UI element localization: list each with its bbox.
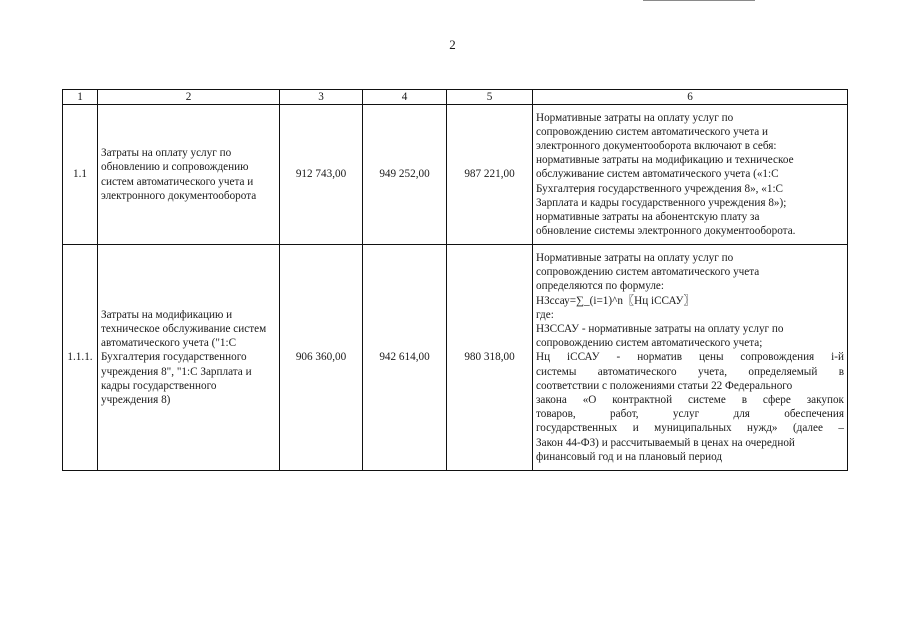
description-line: обслуживание систем автоматического учета («1:С xyxy=(536,168,779,181)
description-line: нормативные затраты на абонентскую плату за xyxy=(536,211,760,223)
description-line: Бухгалтерия государственного учреждения 8», «1:С xyxy=(536,182,784,195)
header-cell-2: 2 xyxy=(98,90,280,105)
header-cell-6: 6 xyxy=(533,90,848,105)
cost-description xyxy=(533,105,848,245)
row-number: 1.1.1. xyxy=(63,245,98,471)
header-cell-3: 3 xyxy=(280,90,363,105)
value-year-1: 906 360,00 xyxy=(280,245,363,471)
description-line: соответствии с положениями статьи 22 Федерального xyxy=(536,379,793,392)
cost-item-name: Затраты на оплату услуг по обновлению и сопровождению систем автоматического учета и электронного документооборота xyxy=(98,105,280,245)
header-cell-4: 4 xyxy=(363,90,447,105)
value-year-3: 980 318,00 xyxy=(447,245,533,471)
table-header-row xyxy=(63,90,848,105)
description-line: товаров, работ, услуг для обеспечения xyxy=(536,408,844,421)
value-year-1: 912 743,00 xyxy=(280,105,363,245)
description-line: НЗССАУ - нормативные затраты на оплату услуг по xyxy=(536,322,784,335)
description-line: обновление системы электронного документооборота. xyxy=(536,225,796,238)
cost-description xyxy=(533,245,848,471)
value-year-2: 942 614,00 xyxy=(363,245,447,471)
description-line: определяются по формуле: xyxy=(536,280,665,293)
description-line: сопровождению систем автоматического учета; xyxy=(536,337,763,350)
description-line: государственных и муниципальных нужд» (далее – xyxy=(536,422,844,435)
value-year-2: 949 252,00 xyxy=(363,105,447,245)
header-cell-5: 5 xyxy=(447,90,533,105)
description-line: Закон 44-ФЗ) и рассчитываемый в ценах на очередной xyxy=(536,436,795,449)
description-line: Нормативные затраты на оплату услуг по xyxy=(536,111,734,124)
header-cell-1: 1 xyxy=(63,90,98,105)
description-line: где: xyxy=(536,308,554,321)
top-edge-line xyxy=(643,0,755,1)
description-line: электронного документооборота включают в себя: xyxy=(536,139,777,152)
table-row xyxy=(63,245,848,471)
row-number: 1.1 xyxy=(63,105,98,245)
description-line: Нц iССАУ - норматив цены сопровождения i-й xyxy=(536,351,844,364)
description-line: сопровождению систем автоматического учета и xyxy=(536,125,769,138)
cost-item-name: Затраты на модификацию и техническое обслуживание систем автоматического учета ("1:С Бухгалтерия государственного учреждения 8", "1:С Зарплата и кадры государственного учреждения 8) xyxy=(98,245,280,471)
description-line: финансовый год и на плановый период xyxy=(536,450,723,463)
cost-table xyxy=(62,89,848,471)
value-year-3: 987 221,00 xyxy=(447,105,533,245)
description-line: сопровождению систем автоматического учета xyxy=(536,266,760,279)
formula-line: НЗссау=∑_(i=1)^n〖Нц iССАУ〗 xyxy=(536,294,695,307)
table-row xyxy=(63,105,848,245)
description-line: Зарплата и кадры государственного учреждения 8»); xyxy=(536,196,787,209)
description-line: Нормативные затраты на оплату услуг по xyxy=(536,251,734,264)
description-line: закона «О контрактной системе в сфере закупок xyxy=(536,394,844,406)
description-line: системы автоматического учета, определяемый в xyxy=(536,365,844,378)
description-line: нормативные затраты на модификацию и техническое xyxy=(536,154,794,167)
page-number: 2 xyxy=(449,37,456,52)
